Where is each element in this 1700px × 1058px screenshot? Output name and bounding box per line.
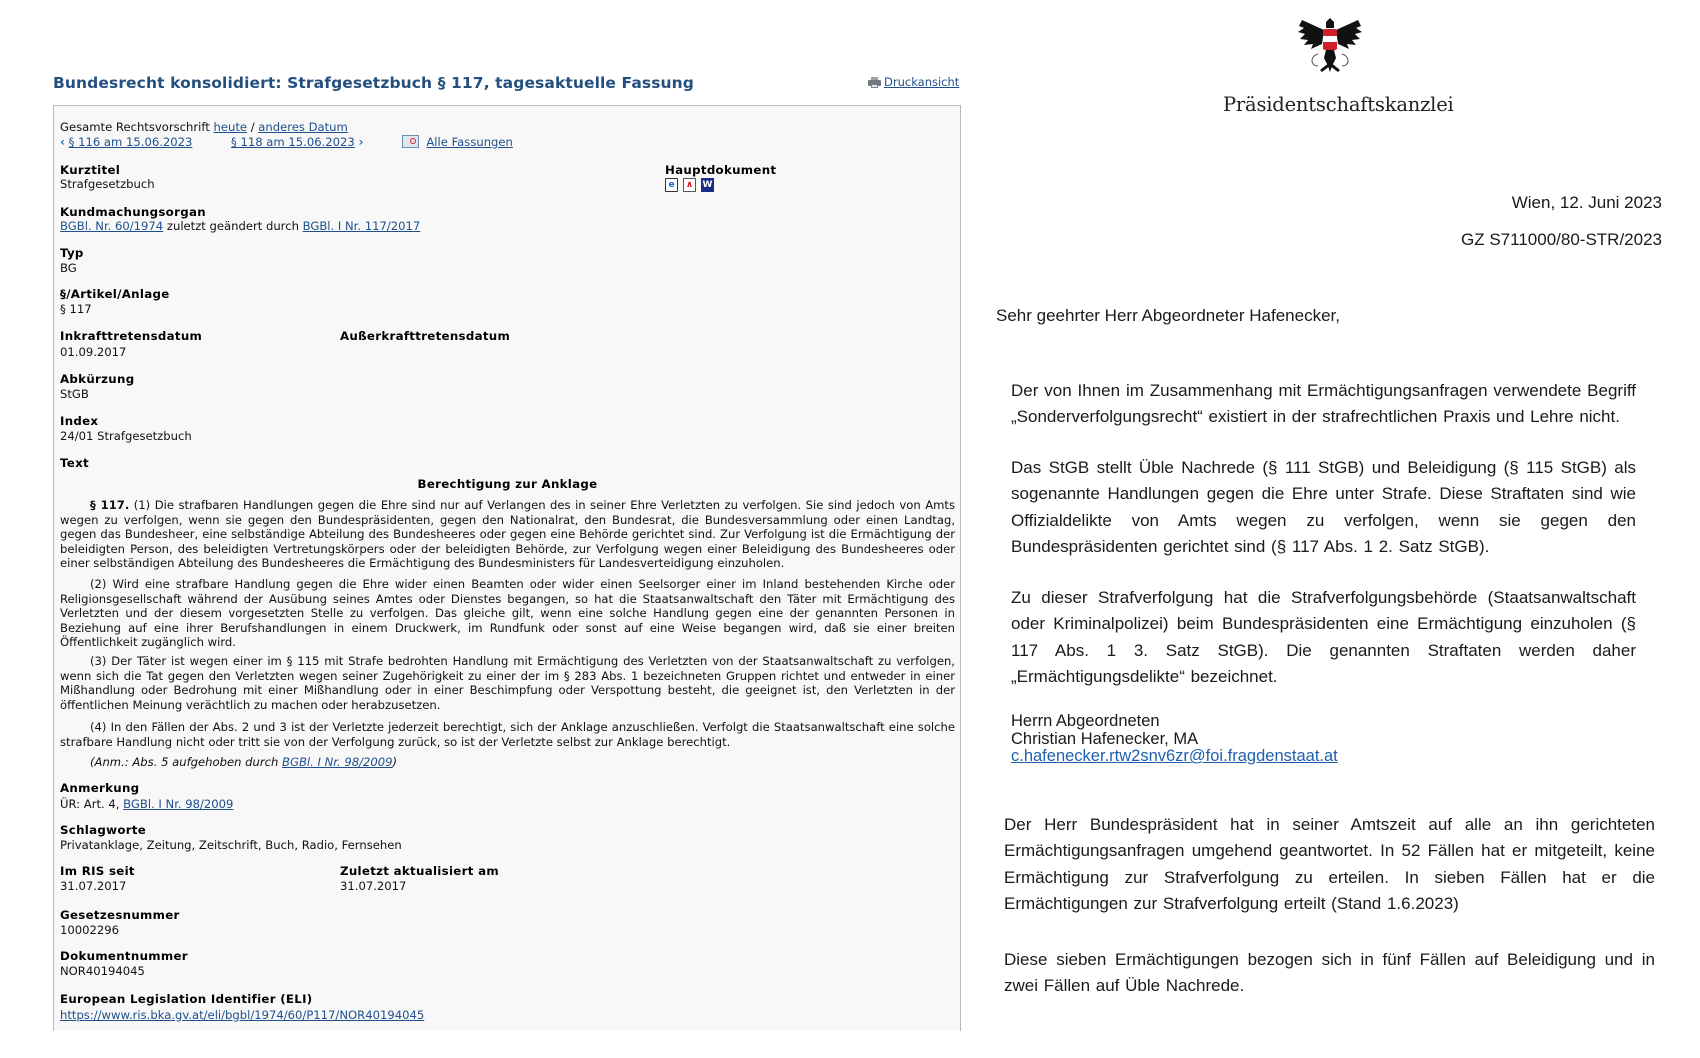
bgbl-2017-link[interactable]: BGBl. I Nr. 117/2017 — [302, 219, 421, 233]
schlagworte-label: Schlagworte — [60, 823, 147, 837]
pdf-icon[interactable]: ∧ — [683, 178, 696, 192]
prev-paragraph-link[interactable]: § 116 am 15.06.2023 — [68, 135, 193, 149]
law-text-4 — [60, 720, 955, 749]
inkrafttretensdatum-label: Inkrafttretensdatum — [60, 329, 203, 343]
dokumentnummer-value: NOR40194045 — [60, 964, 145, 978]
alle-fassungen-link[interactable]: Alle Fassungen — [426, 135, 513, 149]
word-icon[interactable]: W — [702, 180, 713, 190]
letter-paragraph-1: Der von Ihnen im Zusammenhang mit Ermächtigungsanfragen verwendete Begriff „Sonderverfolgungsrecht“ existiert in der strafrechtlichen Praxis und Lehre nicht. — [1011, 381, 1636, 427]
address-email-link[interactable]: c.hafenecker.rtw2snv6zr@foi.fragdenstaat.at — [1011, 747, 1338, 765]
letter-paragraph-5: Diese sieben Ermächtigungen bezogen sich in fünf Fällen auf Beleidigung und in zwei Fällen auf Üble Nachrede. — [1004, 950, 1655, 996]
page-title: Bundesrecht konsolidiert: Strafgesetzbuch § 117, tagesaktuelle Fassung — [53, 74, 694, 92]
kurztitel-label: Kurztitel — [60, 163, 121, 177]
calendar-icon[interactable] — [402, 135, 419, 148]
letter-address — [1011, 713, 1338, 766]
letter-reference-number: GZ S711000/80-STR/2023 — [1461, 230, 1662, 249]
gesetzesnummer-label: Gesetzesnummer — [60, 908, 180, 922]
text-label: Text — [60, 456, 89, 470]
law-text — [60, 498, 955, 571]
kundmachungsorgan-mid: zuletzt geändert durch — [166, 219, 299, 233]
typ-label: Typ — [60, 246, 84, 260]
im-ris-seit-value: 31.07.2017 — [60, 879, 127, 893]
law-text-2 — [60, 577, 955, 650]
hauptdokument-icons — [665, 178, 714, 192]
anmerkung-value — [60, 797, 233, 812]
gesamte-prefix: Gesamte Rechtsvorschrift — [60, 120, 210, 134]
typ-value: BG — [60, 261, 77, 275]
next-version-nav[interactable] — [231, 135, 363, 150]
eli-value — [60, 1008, 424, 1023]
eli-label: European Legislation Identifier (ELI) — [60, 992, 313, 1006]
kundmachungsorgan-value — [60, 219, 420, 234]
letter-place-date: Wien, 12. Juni 2023 — [1511, 193, 1662, 212]
abkuerzung-label: Abkürzung — [60, 372, 135, 386]
ausserkrafttretensdatum-label: Außerkrafttretensdatum — [340, 329, 511, 343]
address-line-2: Christian Hafenecker, MA — [1011, 729, 1199, 748]
prev-version-nav[interactable] — [60, 135, 192, 150]
hauptdokument-label: Hauptdokument — [665, 163, 777, 177]
kundmachungsorgan-label: Kundmachungsorgan — [60, 205, 206, 219]
artikel-value: § 117 — [60, 302, 92, 316]
law-heading: Berechtigung zur Anklage — [417, 477, 598, 491]
chevron-left-icon[interactable]: ‹ — [60, 135, 65, 149]
zuletzt-aktualisiert-label: Zuletzt aktualisiert am — [340, 864, 499, 878]
letter-paragraph-4: Der Herr Bundespräsident hat in seiner Amtszeit auf alle an ihn gerichteten Ermächtigungsanfragen umgehend geantwortet. In 52 Fällen hat er mitgeteilt, keine Ermächtigung zur Strafverfolgung zu erteilen. In sieben Fällen hat er die Ermächtigungen zur Strafverfolgung erteilt (Stand 1.6.2023) — [1004, 815, 1655, 913]
separator: / — [250, 120, 255, 134]
annotation-prefix: (Anm.: Abs. 5 aufgehoben durch — [90, 755, 279, 769]
law-paragraph-number: § 117. — [90, 498, 130, 512]
print-view-label[interactable]: Druckansicht — [884, 75, 960, 89]
dokumentnummer-label: Dokumentnummer — [60, 949, 188, 963]
bgbl-1974-link[interactable]: BGBl. Nr. 60/1974 — [60, 219, 164, 233]
gesetzesnummer-value: 10002296 — [60, 923, 120, 937]
letter-salutation: Sehr geehrter Herr Abgeordneter Hafenecker, — [996, 306, 1340, 325]
abkuerzung-value: StGB — [60, 387, 89, 401]
anmerkung-label: Anmerkung — [60, 781, 140, 795]
heute-link[interactable]: heute — [213, 120, 247, 134]
gesamte-rechtsvorschrift-line — [60, 120, 348, 135]
kurztitel-value: Strafgesetzbuch — [60, 177, 155, 191]
letter-paragraph-3: Zu dieser Strafverfolgung hat die Strafverfolgungsbehörde (Staatsanwaltschaft oder Kriminalpolizei) beim Bundespräsidenten eine Ermächtigung einzuholen (§ 117 Abs. 1 3. Satz StGB). Die genannten Straftaten werden daher „Ermächtigungsdelikte“ bezeichnet. — [1011, 588, 1636, 686]
annotation-suffix: ) — [392, 755, 398, 769]
anderes-datum-link[interactable]: anderes Datum — [258, 120, 348, 134]
print-view-link[interactable] — [868, 75, 959, 89]
index-value: 24/01 Strafgesetzbuch — [60, 429, 192, 443]
law-paragraph-3: (3) Der Täter ist wegen einer im § 115 mit Strafe bedrohten Handlung mit Ermächtigung des Verletzten von der Staatsanwaltschaft zu verfolgen, wenn sich die Tat gegen den Verletzten wegen seiner Zugehörigkeit zu einer der im § 283 Abs. 1 bezeichneten Gruppen richtet und entweder in einer Mißhandlung oder Bedrohung mit einer Mißhandlung oder in einer Beschimpfung oder Verspottung besteht, die geeignet ist, den Verletzten in der öffentlichen Meinung verächtlich zu machen oder herabzusetzen. — [60, 654, 955, 712]
eli-link[interactable]: https://www.ris.bka.gv.at/eli/bgbl/1974/60/P117/NOR40194045 — [60, 1008, 425, 1022]
anmerkung-bgbl-link[interactable]: BGBl. I Nr. 98/2009 — [123, 797, 234, 811]
austrian-eagle-icon — [1296, 14, 1364, 76]
artikel-label: §/Artikel/Anlage — [60, 287, 170, 301]
internet-explorer-icon[interactable]: e — [665, 178, 678, 192]
presidential-chancellery-logo-text: Präsidentschaftskanzlei — [1223, 93, 1454, 116]
chevron-right-icon[interactable]: › — [358, 135, 364, 149]
schlagworte-value: Privatanklage, Zeitung, Zeitschrift, Buch, Radio, Fernsehen — [60, 838, 402, 852]
letter-paragraph-2: Das StGB stellt Üble Nachrede (§ 111 StGB) und Beleidigung (§ 115 StGB) als sogenannte Handlungen gegen die Ehre unter Strafe. Diese Straftaten sind wie Offizialdelikte von Amts wegen zu verfolgen, wenn sie gegen den Bundespräsidenten gerichtet sind (§ 117 Abs. 1 2. Satz StGB). — [1011, 458, 1636, 556]
zuletzt-aktualisiert-value: 31.07.2017 — [340, 879, 407, 893]
im-ris-seit-label: Im RIS seit — [60, 864, 135, 878]
index-label: Index — [60, 414, 99, 428]
law-paragraph-1-text: (1) Die strafbaren Handlungen gegen die Ehre sind nur auf Verlangen des in seiner Ehre Verletzten zu verfolgen. Sie sind jedoch von Amts wegen zu verfolgen, wenn sie gegen den Bundespräsidenten, gegen den Nationalrat, den Bundesrat, die Bundesversammlung oder einen Landtag, gegen das Bundesheer, eine selbständige Abteilung des Bundesheeres oder gegen eine Behörde gerichtet sind. Zur Verfolgung ist die Ermächtigung der beleidigten Person, des beleidigten Vertretungskörpers oder der beleidigten Behörde, zur Verfolgung wegen einer Beleidigung des Bundesheeres oder einer selbständigen Abteilung des Bundesheeres die Ermächtigung des Bundesministers für Landesverteidigung einzuholen. — [60, 498, 956, 571]
law-annotation — [60, 755, 955, 770]
law-paragraph-1 — [60, 498, 955, 571]
address-line-1: Herrn Abgeordneten — [1011, 712, 1160, 730]
law-paragraph-2: (2) Wird eine strafbare Handlung gegen die Ehre wider einen Beamten oder wider einen Seelsorger einer im Inland bestehenden Kirche oder Religionsgesellschaft während der Ausübung seines Amtes oder Dienstes begangen, so hat die Staatsanwaltschaft den Täter mit Ermächtigung des Verletzten und der diesem vorgesetzten Stelle zu verfolgen. Das gleiche gilt, wenn eine solche Handlung gegen eine der genannten Personen in Beziehung auf eine ihrer Berufshandlungen in einem Druckwerk, im Rundfunk oder sonst auf eine Weise begangen wird, daß sie einer breiten Öffentlichkeit zugänglich wird. — [60, 577, 955, 650]
annotation-bgbl-link[interactable]: BGBl. I Nr. 98/2009 — [282, 755, 393, 769]
inkrafttretensdatum-value: 01.09.2017 — [60, 345, 127, 359]
law-text-3 — [60, 654, 955, 712]
printer-icon — [868, 77, 881, 88]
anmerkung-prefix: ÜR: Art. 4, — [60, 797, 120, 811]
law-paragraph-4: (4) In den Fällen der Abs. 2 und 3 ist der Verletzte jederzeit berechtigt, sich der Anklage anzuschließen. Verfolgt die Staatsanwaltschaft eine solche strafbare Handlung nicht oder tritt sie von der Verfolgung zurück, so ist der Verletzte selbst zur Anklage berechtigt. — [60, 720, 955, 749]
next-paragraph-link[interactable]: § 118 am 15.06.2023 — [231, 135, 355, 149]
alle-fassungen-nav[interactable] — [402, 135, 513, 150]
